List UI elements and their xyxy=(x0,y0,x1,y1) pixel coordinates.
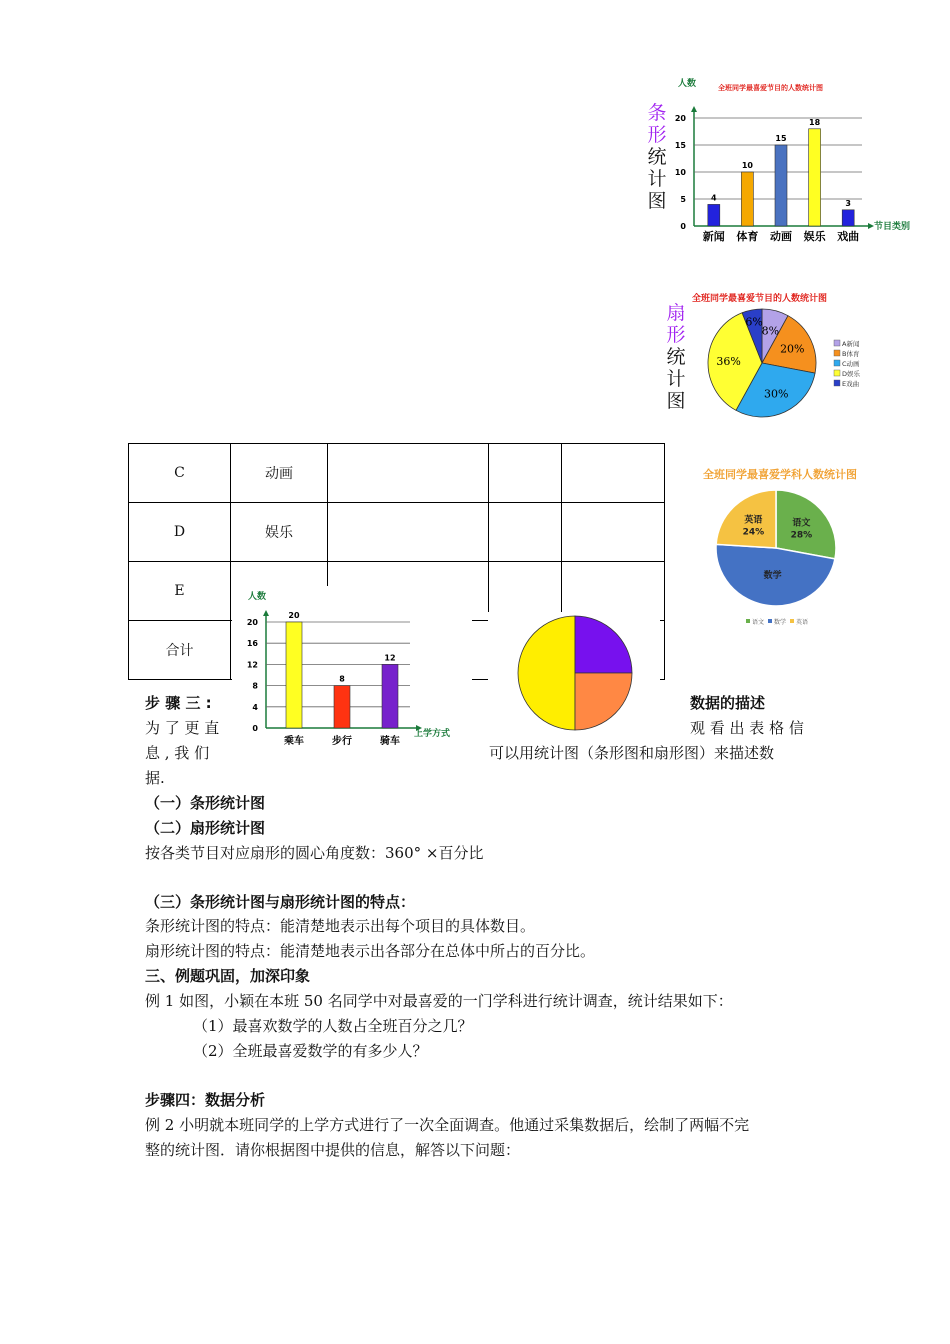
step3-title: 步 骤 三 : xyxy=(145,694,212,712)
chart1-vtitle-char: 形 xyxy=(647,124,667,146)
step3-heading: 数据的描述 xyxy=(690,694,766,712)
legend-label: D娱乐 xyxy=(842,370,861,378)
pie-slice-label: 英语 xyxy=(744,515,763,526)
text-line: 按各类节目对应扇形的圆心角度数：360° ×百分比 xyxy=(145,844,484,862)
y-axis-label: 人数 xyxy=(248,592,267,602)
text-line: 为 了 更 直 xyxy=(145,719,220,737)
pie-slice-label: 28% xyxy=(790,530,813,541)
table-cell xyxy=(328,503,489,562)
table-cell xyxy=(328,444,489,503)
legend-swatch xyxy=(834,350,840,356)
legend-label: 数学 xyxy=(774,619,787,626)
legend-swatch xyxy=(834,360,840,366)
text-line: 条形统计图的特点：能清楚地表示出每个项目的具体数目。 xyxy=(145,917,536,935)
table-cell xyxy=(489,444,562,503)
legend-label: E戏曲 xyxy=(842,380,860,388)
table-row xyxy=(129,444,665,503)
text-line: 观 看 出 表 格 信 xyxy=(690,719,804,737)
y-tick-label: 10 xyxy=(674,168,686,177)
x-tick-label: 体育 xyxy=(736,230,759,243)
x-tick-label: 步行 xyxy=(332,736,352,747)
section-heading: （一）条形统计图 xyxy=(145,794,266,812)
chart1-vtitle-char: 计 xyxy=(647,168,667,190)
y-tick-label: 12 xyxy=(246,660,258,670)
table-row xyxy=(129,503,665,562)
pie-slice-label: 数学 xyxy=(763,570,782,581)
text-line: 例 1 如图，小颖在本班 50 名同学中对最喜爱的一门学科进行统计调查，统计结果如下： xyxy=(145,992,733,1010)
chart2-vtitle-char: 形 xyxy=(666,324,686,346)
chart1-vtitle-char: 图 xyxy=(647,190,667,212)
table-cell: C xyxy=(129,444,231,503)
section-heading: （二）扇形统计图 xyxy=(145,819,266,837)
legend-label: 英语 xyxy=(796,619,809,626)
chart2-vertical-title xyxy=(665,302,687,412)
y-tick-label: 8 xyxy=(252,681,258,691)
x-tick-label: 戏曲 xyxy=(837,230,860,243)
bar xyxy=(286,622,302,728)
legend-label: 语文 xyxy=(752,619,765,626)
legend-label: B体育 xyxy=(842,350,860,358)
legend-swatch xyxy=(768,619,772,623)
x-axis-label: 上学方式 xyxy=(414,729,451,739)
chart2-vtitle-char: 图 xyxy=(666,390,686,412)
chart2-vtitle-char: 计 xyxy=(666,368,686,390)
table-cell xyxy=(562,503,665,562)
bar-value-label: 12 xyxy=(384,653,396,663)
section-heading: 三、例题巩固，加深印象 xyxy=(145,967,311,985)
bar xyxy=(382,664,398,728)
pie-chart-tv-programs xyxy=(690,288,870,418)
chart-title: 全班同学最喜爱节目的人数统计图 xyxy=(692,294,828,304)
pie-value-label: 8% xyxy=(761,324,780,338)
chart1-vtitle-char: 统 xyxy=(647,146,667,168)
bar xyxy=(809,129,821,226)
y-axis-label: 人数 xyxy=(678,79,697,89)
y-tick-label: 4 xyxy=(252,702,258,712)
table-cell: 动画 xyxy=(231,444,328,503)
table-cell: 娱乐 xyxy=(231,503,328,562)
text-line: 例 2 小明就本班同学的上学方式进行了一次全面调查。他通过采集数据后，绘制了两幅不完 xyxy=(145,1116,750,1134)
table-cell: D xyxy=(129,503,231,562)
text-line: 可以用统计图（条形图和扇形图）来描述数 xyxy=(489,744,775,762)
section-heading: 步骤四：数据分析 xyxy=(145,1091,266,1109)
y-tick-label: 5 xyxy=(680,195,686,204)
x-tick-label: 新闻 xyxy=(702,230,725,243)
bar-value-label: 18 xyxy=(809,117,821,127)
pie-value-label: 6% xyxy=(745,315,763,329)
y-tick-label: 16 xyxy=(246,639,258,649)
bar xyxy=(708,204,720,226)
pie-slice xyxy=(518,616,575,730)
y-tick-label: 0 xyxy=(252,724,258,733)
legend-swatch xyxy=(834,370,840,376)
bar xyxy=(741,172,753,226)
bar-value-label: 20 xyxy=(288,611,300,620)
y-tick-label: 15 xyxy=(674,141,686,150)
chart2-vtitle-char: 统 xyxy=(666,346,686,368)
text-line: 息 , 我 们 xyxy=(145,744,210,762)
text-line: 整的统计图．请你根据图中提供的信息，解答以下问题： xyxy=(145,1141,521,1159)
x-tick-label: 骑车 xyxy=(380,736,400,747)
pie-value-label: 36% xyxy=(716,354,741,368)
legend-swatch xyxy=(834,340,840,346)
text-line: 据. xyxy=(145,769,165,787)
legend-swatch xyxy=(790,619,794,623)
y-tick-label: 20 xyxy=(246,618,258,627)
chart1-vertical-title xyxy=(646,102,668,212)
x-tick-label: 娱乐 xyxy=(803,230,826,243)
chart-title: 全班同学最喜爱节目的人数统计图 xyxy=(718,84,823,92)
table-cell: 合计 xyxy=(129,621,231,680)
question-line: （1）最喜欢数学的人数占全班百分之几？ xyxy=(193,1017,473,1035)
section-heading: （三）条形统计图与扇形统计图的特点： xyxy=(145,893,416,911)
pie-slice-label: 语文 xyxy=(792,518,811,529)
pie-chart-subjects xyxy=(680,460,880,632)
y-tick-label: 0 xyxy=(680,222,686,231)
y-tick-label: 20 xyxy=(674,114,686,123)
pie-slice-label: 24% xyxy=(742,527,765,538)
bar xyxy=(334,686,350,728)
bar-chart-transport xyxy=(232,586,472,758)
table-cell: E xyxy=(129,562,231,621)
table-cell xyxy=(489,503,562,562)
bar-chart-tv-programs xyxy=(668,72,938,250)
legend-swatch xyxy=(834,380,840,386)
chart-title: 全班同学最喜爱学科人数统计图 xyxy=(703,468,857,481)
x-axis-label: 节目类别 xyxy=(874,222,911,232)
pie-chart-transport xyxy=(510,610,640,736)
bar-value-label: 15 xyxy=(775,134,787,143)
bar-value-label: 8 xyxy=(339,674,345,684)
chart1-vtitle-char: 条 xyxy=(647,102,667,124)
x-tick-label: 动画 xyxy=(770,230,792,243)
bar-value-label: 10 xyxy=(741,161,753,170)
bar xyxy=(842,210,854,226)
pie-value-label: 30% xyxy=(764,387,789,401)
legend-swatch xyxy=(746,619,750,623)
bar-value-label: 3 xyxy=(845,198,851,208)
x-tick-label: 乘车 xyxy=(284,736,304,747)
table-cell xyxy=(562,444,665,503)
question-line: （2）全班最喜爱数学的有多少人？ xyxy=(193,1042,428,1060)
pie-value-label: 20% xyxy=(780,342,805,356)
pie-slice xyxy=(575,673,632,730)
bar-value-label: 4 xyxy=(711,193,717,203)
legend-label: C动画 xyxy=(842,360,860,368)
chart2-vtitle-char: 扇 xyxy=(666,302,686,324)
bar xyxy=(775,145,787,226)
text-line: 扇形统计图的特点：能清楚地表示出各部分在总体中所占的百分比。 xyxy=(145,942,596,960)
pie-slice xyxy=(575,616,632,673)
legend-label: A新闻 xyxy=(842,340,860,348)
